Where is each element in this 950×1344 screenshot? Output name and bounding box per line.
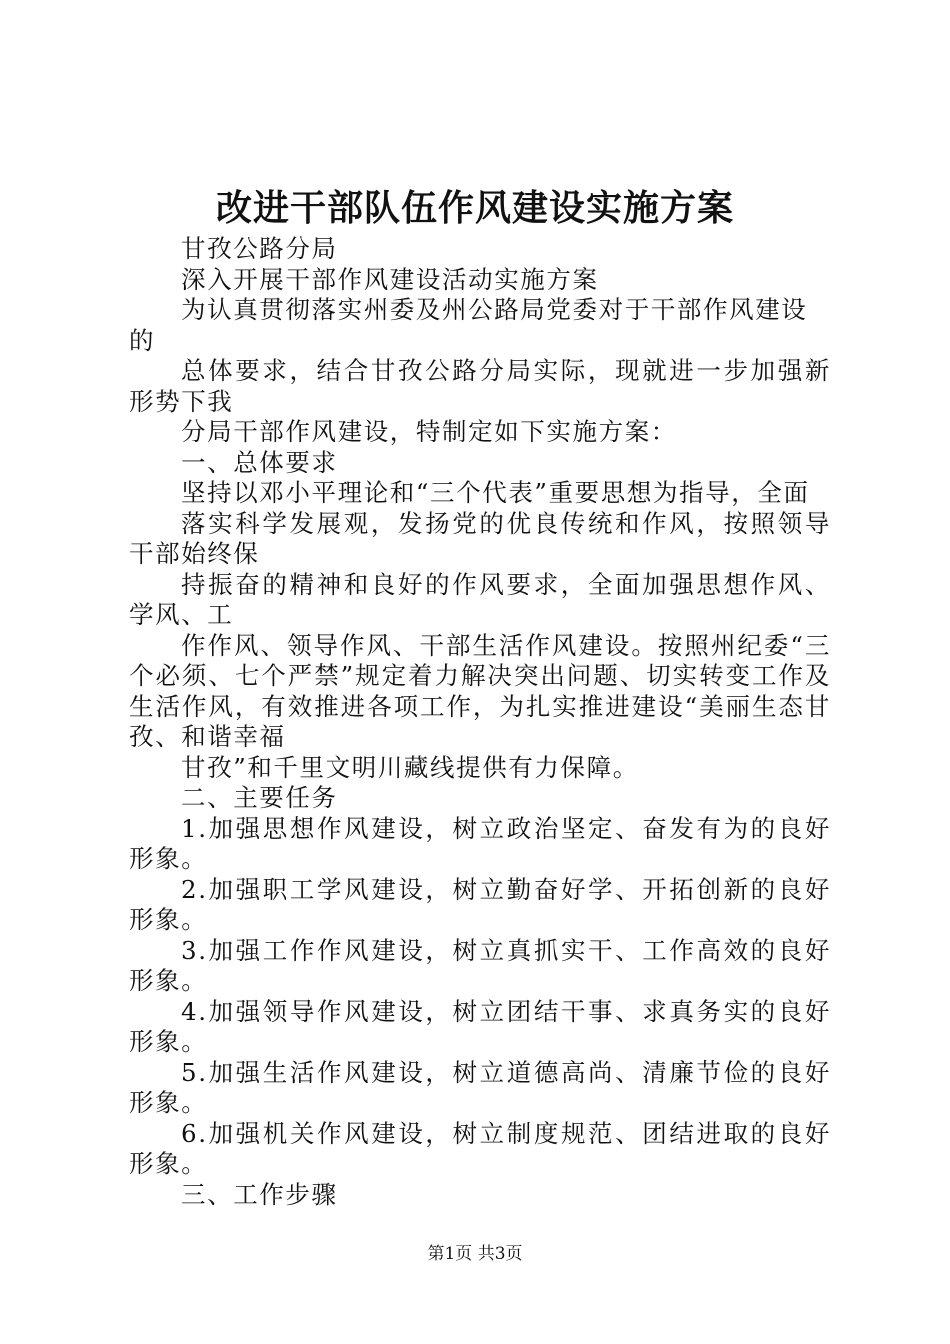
paragraph-intro-1: 为认真贯彻落实州委及州公路局党委对于干部作风建设的 <box>129 295 808 355</box>
section-heading-1: 一、总体要求 <box>181 447 338 477</box>
paragraph-intro-2: 总体要求，结合甘孜公路分局实际，现就进一步加强新形势下我 <box>129 356 831 416</box>
paragraph-requirement-4: 作作风、领导作风、干部生活作风建设。按照州纪委“三个必须、七个严禁”规定着力解决突出问题、切实转变工作及生活作风，有效推进各项工作，为扎实推进建设“美丽生态甘孜、和谐幸福 <box>129 630 831 751</box>
paragraph-requirement-1: 坚持以邓小平理论和“三个代表”重要思想为指导，全面 <box>181 478 810 507</box>
task-item-1: 1.加强思想作风建设，树立政治坚定、奋发有为的良好形象。 <box>129 813 831 873</box>
section-heading-2: 二、主要任务 <box>181 783 338 812</box>
task-item-2: 2.加强职工学风建设，树立勤奋好学、开拓创新的良好形象。 <box>129 874 831 934</box>
task-item-4: 4.加强领导作风建设，树立团结干事、求真务实的良好形象。 <box>129 996 831 1056</box>
task-item-6: 6.加强机关作风建设，树立制度规范、团结进取的良好形象。 <box>129 1118 831 1178</box>
page-number-footer: 第1页 共3页 <box>427 1244 523 1264</box>
section-heading-3: 三、工作步骤 <box>181 1179 338 1209</box>
task-item-3: 3.加强工作作风建设，树立真抓实干、工作高效的良好形象。 <box>129 935 831 995</box>
paragraph-subtitle: 深入开展干部作风建设活动实施方案 <box>181 264 599 294</box>
paragraph-requirement-5: 甘孜”和千里文明川藏线提供有力保障。 <box>181 752 639 782</box>
paragraph-org: 甘孜公路分局 <box>181 234 338 263</box>
paragraph-intro-3: 分局干部作风建设，特制定如下实施方案： <box>181 417 677 446</box>
paragraph-requirement-2: 落实科学发展观，发扬党的优良传统和作风，按照领导干部始终保 <box>129 508 831 568</box>
task-item-5: 5.加强生活作风建设，树立道德高尚、清廉节俭的良好形象。 <box>129 1057 831 1117</box>
document-body <box>129 234 831 1210</box>
document-title: 改进干部队伍作风建设实施方案 <box>215 187 734 229</box>
paragraph-requirement-3: 持振奋的精神和良好的作风要求，全面加强思想作风、学风、工 <box>129 569 831 629</box>
